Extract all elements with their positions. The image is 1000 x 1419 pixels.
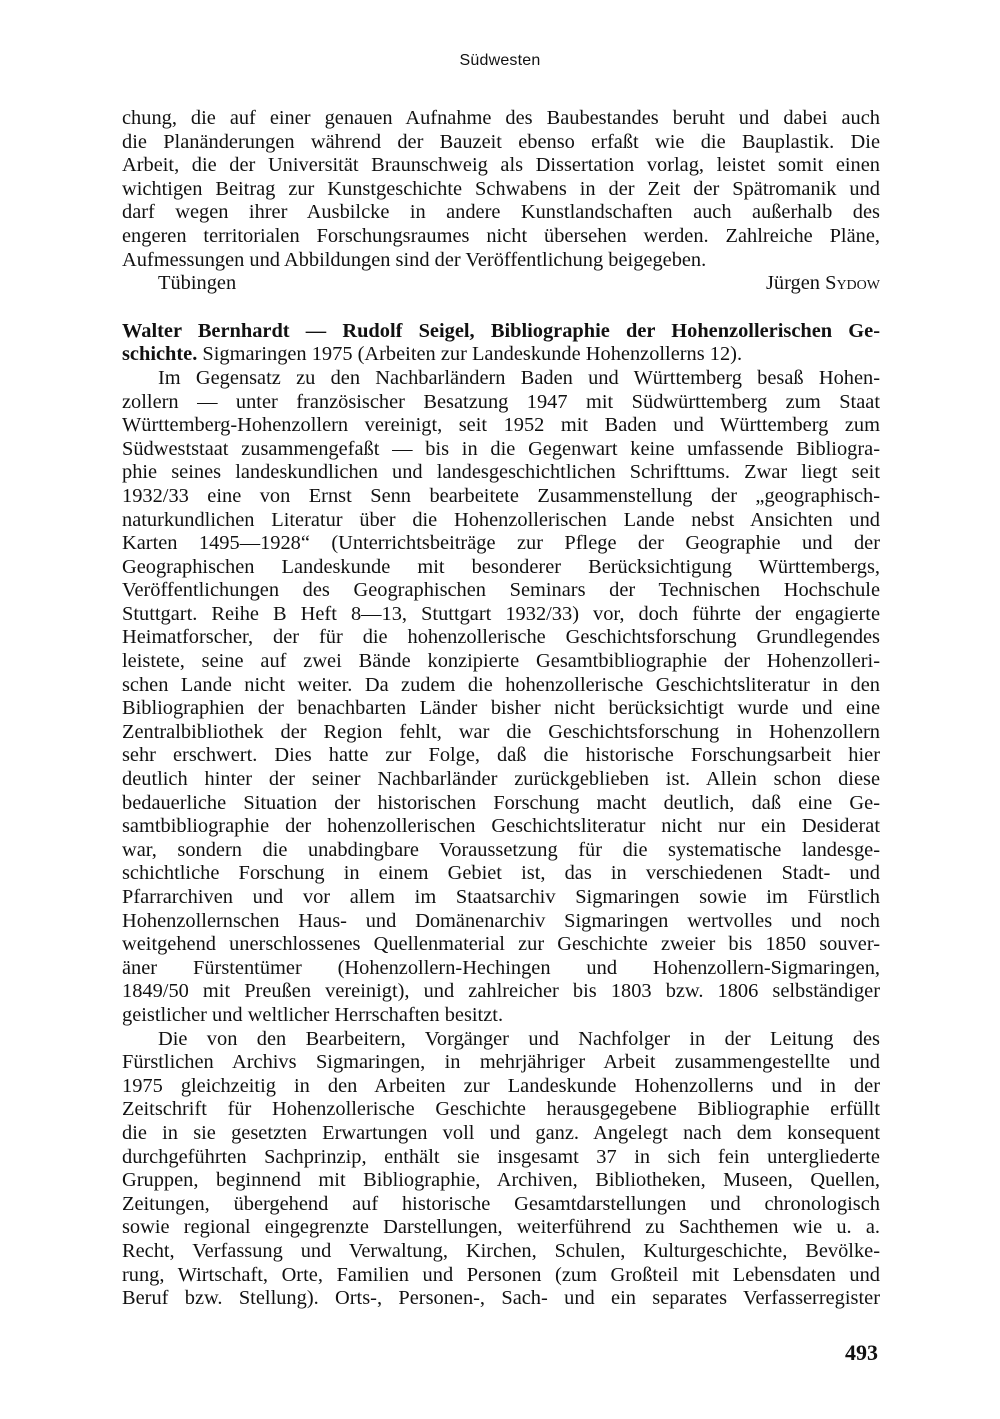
text-line: Heimatforscher, der für die hohenzollerische Geschichtsforschung Grundlegendes [122,626,880,649]
reviewer-name [766,272,880,296]
text-line: 1932/33 eine von Ernst Senn bearbeitete Zusammenstellung der „geographisch- [122,484,880,507]
text-line: Württemberg-Hohenzollern vereinigt, seit 1952 mit Baden und Württemberg zum [122,414,880,437]
text-line: Arbeit, die der Universität Braunschweig als Dissertation vorlag, leistet somit einen [122,154,880,177]
text-line: die in sie gesetzten Erwartungen voll und ganz. Angelegt nach dem konsequent [122,1121,880,1144]
body-text [122,107,880,1311]
text-line: 1975 gleichzeitig in den Arbeiten zur Landeskunde Hohenzollerns und in der [122,1074,880,1097]
review-2-paragraph-2 [122,1028,880,1311]
text-line: leistete, seine auf zwei Bände konzipierte Gesamtbibliographie der Hohenzolleri- [122,650,880,673]
review-title-end: schichte. [122,343,198,366]
section-gap [122,296,880,320]
text-line: äner Fürstentümer (Hohenzollern-Hechingen und Hohenzollern-Sigmaringen, [122,956,880,979]
text-line: Geographischen Landeskunde mit besonderer Berücksichtigung Württembergs, [122,555,880,578]
text-line: 1849/50 mit Preußen vereinigt), und zahlreicher bis 1803 bzw. 1806 selbständiger [122,980,880,1003]
text-line: Im Gegensatz zu den Nachbarländern Baden und Württemberg besaß Hohen- [158,366,880,389]
review-1-signature [122,272,880,296]
text-line: Veröffentlichungen des Geographischen Seminars der Technischen Hochschule [122,579,880,602]
text-line: weitgehend unerschlossenes Quellenmaterial zur Geschichte zweier bis 1850 souver- [122,933,880,956]
running-head: Südwesten [459,52,541,69]
text-line: Aufmessungen und Abbildungen sind der Veröffentlichung beigegeben. [122,248,707,271]
text-line: schen Lande nicht weiter. Da zudem die hohenzollerische Geschichtsliteratur in den [122,673,880,696]
text-line: Pfarrarchiven und vor allem im Staatsarchiv Sigmaringen sowie im Fürstlich [122,886,880,908]
text-line: Recht, Verfassung und Verwaltung, Kirchen, Schulen, Kulturgeschichte, Bevölke- [122,1239,880,1262]
text-line: naturkundlichen Literatur über die Hohenzollerischen Lande nebst Ansichten und [122,508,880,531]
text-line: rung, Wirtschaft, Orte, Familien und Personen (zum Großteil mit Lebensdaten und [122,1263,880,1286]
text-line: engeren territorialen Forschungsraumes nicht übersehen werden. Zahlreiche Pläne, [122,224,880,247]
review-2-paragraph-1 [122,367,880,1028]
text-line: die Planänderungen während der Bauzeit ebenso erfaßt wie die Bauplastik. Die [122,130,880,153]
text-line: Zeitungen, übergehend auf historische Gesamtdarstellungen und chronologisch [122,1192,880,1215]
review-1-paragraph [122,107,880,272]
text-line: samtbibliographie der hohenzollerischen Geschichtsliteratur nicht nur ein Desiderat [122,815,880,838]
text-line: Die von den Bearbeitern, Vorgänger und Nachfolger in der Leitung des [158,1027,880,1050]
text-line: Bibliographien der benachbarten Länder bisher nicht berücksichtigt wurde und eine [122,697,880,720]
text-line: durchgeführten Sachprinzip, enthält sie insgesamt 37 in sich fein untergliederte [122,1145,880,1168]
review-title-line [122,343,880,367]
text-line: Stuttgart. Reihe B Heft 8—13, Stuttgart 1932/33) vor, doch führte der engagierte [122,602,880,625]
text-line: Gruppen, beginnend mit Bibliographie, Archiven, Bibliotheken, Museen, Quellen, [122,1169,880,1192]
text-line: Hohenzollernschen Haus- und Domänenarchiv Sigmaringen wertvolles und noch [122,909,880,932]
text-line: Fürstlichen Archivs Sigmaringen, in mehrjähriger Arbeit zusammengestellte und [122,1051,880,1074]
text-line: chung, die auf einer genauen Aufnahme des Baubestandes beruht und dabei auch [122,107,880,129]
text-line: Karten 1495—1928“ (Unterrichtsbeiträge zur Pflege der Geographie und der [122,532,880,555]
review-place: Tübingen [158,272,237,295]
text-line: war, sondern die unabdingbare Voraussetzung für die systematische landesge- [122,838,880,861]
text-line: darf wegen ihrer Ausbilcke in andere Kunstlandschaften auch außerhalb des [122,201,880,224]
text-line: sehr erschwert. Dies hatte zur Folge, daß die historische Forschungsarbeit hier [122,744,880,767]
page-number: 493 [845,1340,878,1365]
text-line: wichtigen Beitrag zur Kunstgeschichte Schwabens in der Zeit der Spätromanik und [122,177,880,200]
text-line: schichtliche Forschung in einem Gebiet ist, das in verschiedenen Stadt- und [122,862,880,885]
reviewer-last-name: Sydow [825,272,880,295]
review-title-line: Walter Bernhardt — Rudolf Seigel, Bibliographie der Hohenzollerischen Ge- [122,319,880,342]
review-2-heading [122,320,880,367]
text-line: Zeitschrift für Hohenzollerische Geschichte herausgegebene Bibliographie erfüllt [122,1098,880,1121]
review-publication-info: Sigmaringen 1975 (Arbeiten zur Landeskunde Hohenzollerns 12). [197,343,743,366]
text-line: phie seines landeskundlichen und landesgeschichtlichen Schrifttums. Zwar liegt seit [122,461,880,484]
reviewer-first-name: Jürgen [766,272,820,295]
text-line: sowie regional eingegrenzte Darstellungen, weiterführend zu Sachthemen wie u. a. [122,1216,880,1239]
text-line: geistlicher und weltlicher Herrschaften besitzt. [122,1003,504,1026]
text-line: deutlich hinter der seiner Nachbarländer zurückgeblieben ist. Allein schon diese [122,768,880,791]
text-line: zollern — unter französischer Besatzung 1947 mit Südwürttemberg zum Staat [122,390,880,413]
text-line: Zentralbibliothek der Region fehlt, war die Geschichtsforschung in Hohenzollern [122,720,880,743]
text-line: Südweststaat zusammengefaßt — bis in die Gegenwart keine umfassende Bibliogra- [122,437,880,460]
text-line: Beruf bzw. Stellung). Orts-, Personen-, Sach- und ein separates Verfasserregister [122,1287,880,1310]
text-line: bedauerliche Situation der historischen Forschung macht deutlich, daß eine Ge- [122,791,880,814]
